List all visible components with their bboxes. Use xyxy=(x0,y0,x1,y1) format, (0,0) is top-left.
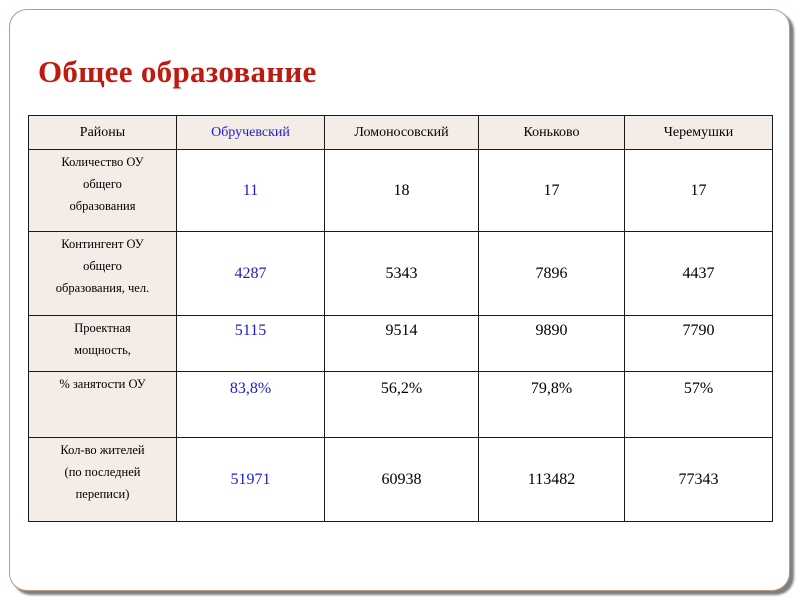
row-label-line: переписи) xyxy=(75,487,130,501)
row-label-line: образования xyxy=(69,199,136,213)
table-row xyxy=(29,316,773,372)
row-label-line: общего xyxy=(83,177,122,191)
cell-cheryomushki: 7790 xyxy=(625,316,773,372)
row-label-line: Количество ОУ xyxy=(61,155,144,169)
header-row xyxy=(29,116,773,150)
cell-lomonosovsky: 5343 xyxy=(325,232,479,316)
row-label-line: мощность, xyxy=(74,343,131,357)
row-label xyxy=(29,316,177,372)
cell-lomonosovsky: 60938 xyxy=(325,438,479,522)
table-row xyxy=(29,150,773,232)
slide-title: Общее образование xyxy=(38,54,317,89)
row-label xyxy=(29,438,177,522)
cell-obruchevsky: 11 xyxy=(177,150,325,232)
row-label-line: общего xyxy=(83,259,122,273)
cell-konkovo: 17 xyxy=(479,150,625,232)
row-label-line: Кол-во жителей xyxy=(60,443,145,457)
header-districts: Районы xyxy=(29,116,177,150)
cell-cheryomushki: 77343 xyxy=(625,438,773,522)
header-obruchevsky: Обручевский xyxy=(177,116,325,150)
table-row xyxy=(29,232,773,316)
table-row xyxy=(29,438,773,522)
row-label xyxy=(29,150,177,232)
cell-lomonosovsky: 9514 xyxy=(325,316,479,372)
cell-konkovo: 9890 xyxy=(479,316,625,372)
table-row xyxy=(29,372,773,438)
district-education-table xyxy=(28,115,773,522)
cell-cheryomushki: 17 xyxy=(625,150,773,232)
row-label-line: образования, чел. xyxy=(55,281,150,295)
header-cheryomushki: Черемушки xyxy=(625,116,773,150)
cell-obruchevsky: 83,8% xyxy=(177,372,325,438)
cell-obruchevsky: 51971 xyxy=(177,438,325,522)
cell-konkovo: 79,8% xyxy=(479,372,625,438)
cell-konkovo: 113482 xyxy=(479,438,625,522)
row-label-line: Проектная xyxy=(74,321,131,335)
row-label xyxy=(29,372,177,438)
cell-cheryomushki: 57% xyxy=(625,372,773,438)
cell-obruchevsky: 5115 xyxy=(177,316,325,372)
row-label-line: % занятости ОУ xyxy=(59,377,146,391)
cell-cheryomushki: 4437 xyxy=(625,232,773,316)
header-konkovo: Коньково xyxy=(479,116,625,150)
row-label-line: (по последней xyxy=(64,465,141,479)
cell-lomonosovsky: 56,2% xyxy=(325,372,479,438)
cell-konkovo: 7896 xyxy=(479,232,625,316)
cell-obruchevsky: 4287 xyxy=(177,232,325,316)
header-lomonosovsky: Ломоносовский xyxy=(325,116,479,150)
cell-lomonosovsky: 18 xyxy=(325,150,479,232)
row-label xyxy=(29,232,177,316)
row-label-line: Контингент ОУ xyxy=(61,237,144,251)
